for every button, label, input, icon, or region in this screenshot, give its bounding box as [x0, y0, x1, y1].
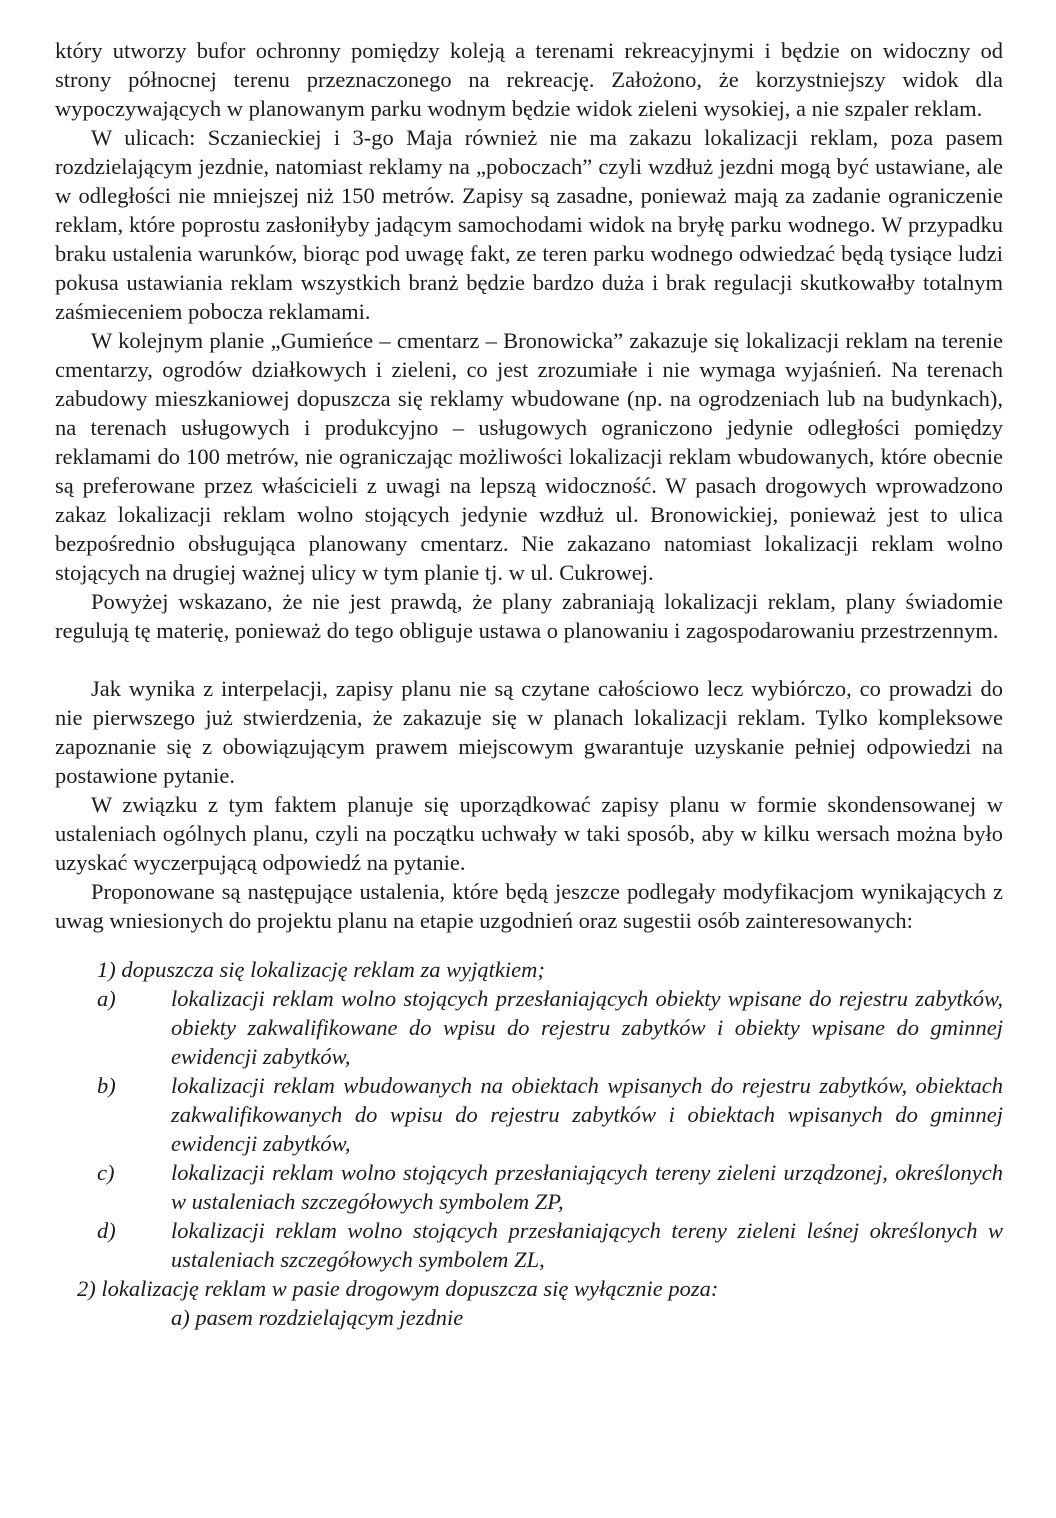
- list-marker: d): [97, 1218, 116, 1243]
- list-item-1: 1) dopuszcza się lokalizację reklam za wyjątkiem;: [97, 957, 545, 982]
- paragraph-planned-changes: W związku z tym faktem planuje się uporządkować zapisy planu w formie skondensowanej w ustaleniach ogólnych planu, czyli na początku uchwały w taki sposób, aby w kilku wersach można było uzyskać wyczerpującą odpowiedź na pytanie.: [55, 792, 1003, 875]
- paragraph-interpelation: Jak wynika z interpelacji, zapisy planu nie są czytane całościowo lecz wybiórczo, co prowadzi do nie pierwszego już stwierdzenia, że zakazuje się w planach lokalizacji reklam. Tylko kompleksowe zapoznanie się z obowiązującym prawem miejscowym gwarantuje uzyskanie pełniej odpowiedzi na postawione pytanie.: [55, 676, 1003, 788]
- list-subitem-c: [55, 1158, 1003, 1216]
- list-subitem-b: [55, 1071, 1003, 1158]
- list-subitem-text: lokalizacji reklam wolno stojących przesłaniających tereny zieleni leśnej określonych w ustaleniach szczegółowych symbolem ZL,: [171, 1218, 1003, 1272]
- paragraph-proposed-provisions: Proponowane są następujące ustalenia, które będą jeszcze podlegały modyfikacjom wynikających z uwag wniesionych do projektu planu na etapie uzgodnień oraz sugestii osób zainteresowanych:: [55, 879, 1003, 933]
- list-marker: a): [97, 986, 116, 1011]
- document-page: [55, 36, 1003, 1332]
- list-marker: b): [97, 1073, 116, 1098]
- list-subitem-text: lokalizacji reklam wolno stojących przesłaniających tereny zieleni urządzonej, określonych w ustaleniach szczegółowych symbolem ZP,: [171, 1160, 1003, 1214]
- paragraph-continuation: który utworzy bufor ochronny pomiędzy koleją a terenami rekreacyjnymi i będzie on widoczny od strony północnej terenu przeznaczonego na rekreację. Założono, że korzystniejszy widok dla wypoczywających w planowanym parku wodnym będzie widok zieleni wysokiej, a nie szpaler reklam.: [55, 38, 1003, 121]
- list-marker: c): [97, 1160, 115, 1185]
- list-item-2: 2) lokalizację reklam w pasie drogowym dopuszcza się wyłącznie poza:: [77, 1276, 719, 1301]
- paragraph-gumience-plan: W kolejnym planie „Gumieńce – cmentarz – Bronowicka” zakazuje się lokalizacji reklam na terenie cmentarzy, ogrodów działkowych i zieleni, co jest zrozumiałe i nie wymaga wyjaśnień. Na terenach zabudowy mieszkaniowej dopuszcza się reklamy wbudowane (np. na ogrodzeniach lub na budynkach), na terenach usługowych i produkcyjno – usługowych ograniczono jedynie odległości pomiędzy reklamami do 100 metrów, nie ograniczając możliwości lokalizacji reklam wbudowanych, które obecnie są preferowane przez właścicieli z uwagi na lepszą widoczność. W pasach drogowych wprowadzono zakaz lokalizacji reklam wolno stojących jedynie wzdłuż ul. Bronowickiej, ponieważ jest to ulica bezpośrednio obsługująca planowany cmentarz. Nie zakazano natomiast lokalizacji reklam wolno stojących na drugiej ważnej ulicy w tym planie tj. w ul. Cukrowej.: [55, 328, 1003, 585]
- provisions-list: [55, 955, 1003, 1332]
- paragraph-sczanieckiej: W ulicach: Sczanieckiej i 3-go Maja również nie ma zakazu lokalizacji reklam, poza pasem rozdzielającym jezdnie, natomiast reklamy na „poboczach” czyli wzdłuż jezdni mogą być ustawiane, ale w odległości nie mniejszej niż 150 metrów. Zapisy są zasadne, ponieważ mają za zadanie ograniczenie reklam, które poprostu zasłoniłyby jadącym samochodami widok na bryłę parku wodnego. W przypadku braku ustalenia warunków, biorąc pod uwagę fakt, ze teren parku wodnego odwiedzać będą tysiące ludzi pokusa ustawiania reklam wszystkich branż będzie bardzo duża i brak regulacji skutkowałby totalnym zaśmieceniem pobocza reklamami.: [55, 125, 1003, 324]
- list-subitem-text: lokalizacji reklam wbudowanych na obiektach wpisanych do rejestru zabytków, obiektach zakwalifikowanych do wpisu do rejestru zabytków i obiektach wpisanych do gminnej ewidencji zabytków,: [171, 1073, 1003, 1156]
- paragraph-summary: Powyżej wskazano, że nie jest prawdą, że plany zabraniają lokalizacji reklam, plany świadomie regulują tę materię, ponieważ do tego obliguje ustawa o planowaniu i zagospodarowaniu przestrzennym.: [55, 589, 1003, 643]
- list-item-2-subitem-a: a) pasem rozdzielającym jezdnie: [171, 1305, 464, 1330]
- list-subitem-a: [55, 984, 1003, 1071]
- list-subitem-text: lokalizacji reklam wolno stojących przesłaniających obiekty wpisane do rejestru zabytków, obiekty zakwalifikowane do wpisu do rejestru zabytków i obiekty wpisane do gminnej ewidencji zabytków,: [171, 986, 1003, 1069]
- list-subitem-d: [55, 1216, 1003, 1274]
